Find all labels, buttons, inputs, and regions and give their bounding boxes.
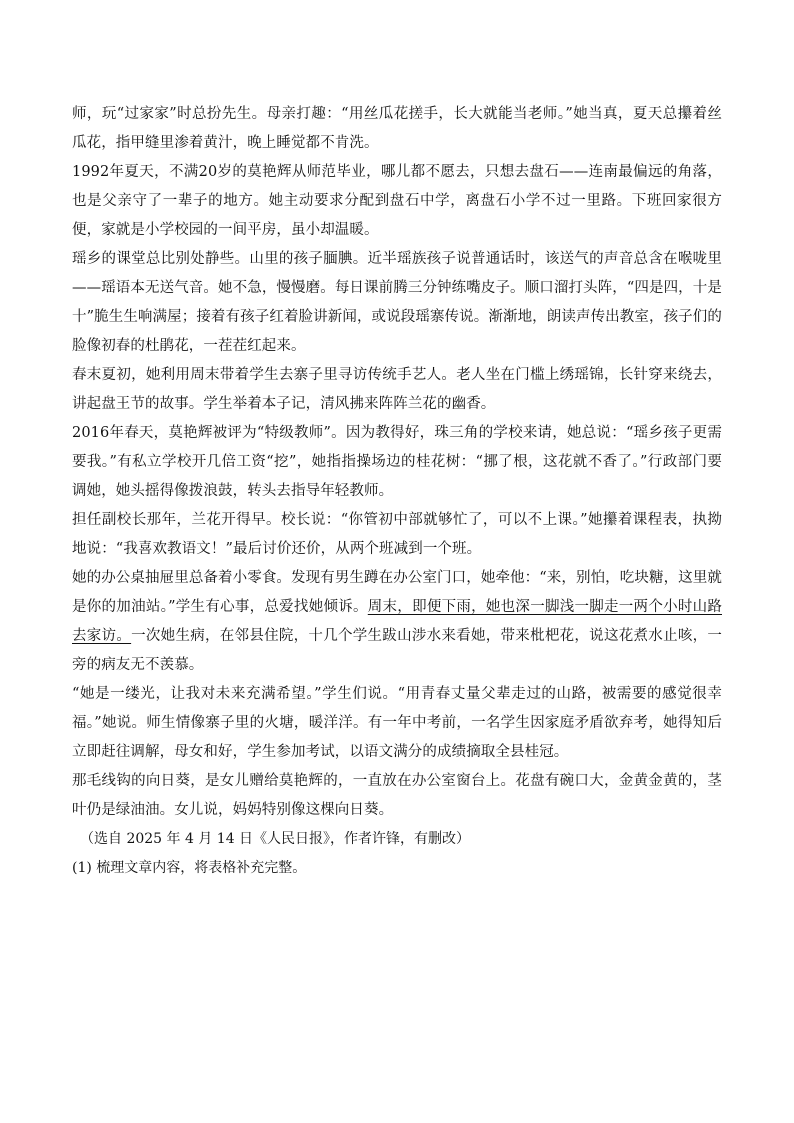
paragraph-3: 瑶乡的课堂总比别处静些。山里的孩子腼腆。近半瑶族孩子说普通话时，该送气的声音总含在喉咙里——瑶语本无送气音。她不急，慢慢磨。每日课前腾三分钟练嘴皮子。顺口溜打头阵，“四是四，十是十”脆生生响满屋；接着有孩子红着脸讲新闻，或说段瑶寨传说。渐渐地，朗读声传出教室，孩子们的脸像初春的杜鹃花，一茬茬红起来。 <box>72 251 722 354</box>
question-1: (1) 梳理文章内容，将表格补充完整。 <box>72 860 307 876</box>
paragraph-2: 1992年夏天，不满20岁的莫艳辉从师范毕业，哪儿都不愿去，只想去盘石——连南最偏远的角落，也是父亲守了一辈子的地方。她主动要求分配到盘石中学，离盘石小学不过一里路。下班回家很方便，家就是小学校园的一间平房，虽小却温暖。 <box>72 164 722 238</box>
paragraph-4: 春末夏初，她利用周末带着学生去寨子里寻访传统手艺人。老人坐在门槛上绣瑶锦，长针穿来绕去，讲起盘王节的故事。学生举着本子记，清风拂来阵阵兰花的幽香。 <box>72 367 722 412</box>
document-page <box>72 100 722 883</box>
paragraph-7-part-b: 一次她生病，在邻县住院，十几个学生跋山涉水来看她，带来枇杷花，说这花煮水止咳，一旁的病友无不羡慕。 <box>72 628 722 673</box>
source-note: （选自 2025 年 4 月 14 日《人民日报》，作者许锋，有删改） <box>80 831 471 847</box>
paragraph-8: “她是一缕光，让我对未来充满希望。”学生们说。“用青春丈量父辈走过的山路，被需要的感觉很幸福。”她说。师生情像寨子里的火塘，暖洋洋。有一年中考前，一名学生因家庭矛盾欲弃考，她得知后立即赶往调解，母女和好，学生参加考试，以语文满分的成绩摘取全县桂冠。 <box>72 686 722 760</box>
paragraph-7-part-a: 她的办公桌抽屉里总备着小零食。发现有男生蹲在办公室门口，她牵他：“来，别怕，吃块糖，这里就是你的加油站。”学生有心事，总爱找她倾诉。 <box>72 570 722 615</box>
paragraph-1: 师，玩“过家家”时总扮先生。母亲打趣：“用丝瓜花搓手，长大就能当老师。”她当真，夏天总攥着丝瓜花，指甲缝里渗着黄汁，晚上睡觉都不肯洗。 <box>72 106 722 151</box>
paragraph-6: 担任副校长那年，兰花开得早。校长说：“你管初中部就够忙了，可以不上课。”她攥着课程表，执拗地说：“我喜欢教语文！”最后讨价还价，从两个班减到一个班。 <box>72 512 722 557</box>
paragraph-5: 2016年春天，莫艳辉被评为“特级教师”。因为教得好，珠三角的学校来请，她总说：“瑶乡孩子更需要我。”有私立学校开几倍工资“挖”，她指指操场边的桂花树：“挪了根，这花就不香了。”行政部门要调她，她头摇得像拨浪鼓，转头去指导年轻教师。 <box>72 425 722 499</box>
paragraph-7 <box>72 564 722 680</box>
paragraph-9: 那毛线钩的向日葵，是女儿赠给莫艳辉的，一直放在办公室窗台上。花盘有碗口大，金黄金黄的，茎叶仍是绿油油。女儿说，妈妈特别像这棵向日葵。 <box>72 773 722 818</box>
underlined-sentence: 周末，即便下雨，她也深一脚浅一脚走一两个小时山路去家访。 <box>72 599 722 644</box>
